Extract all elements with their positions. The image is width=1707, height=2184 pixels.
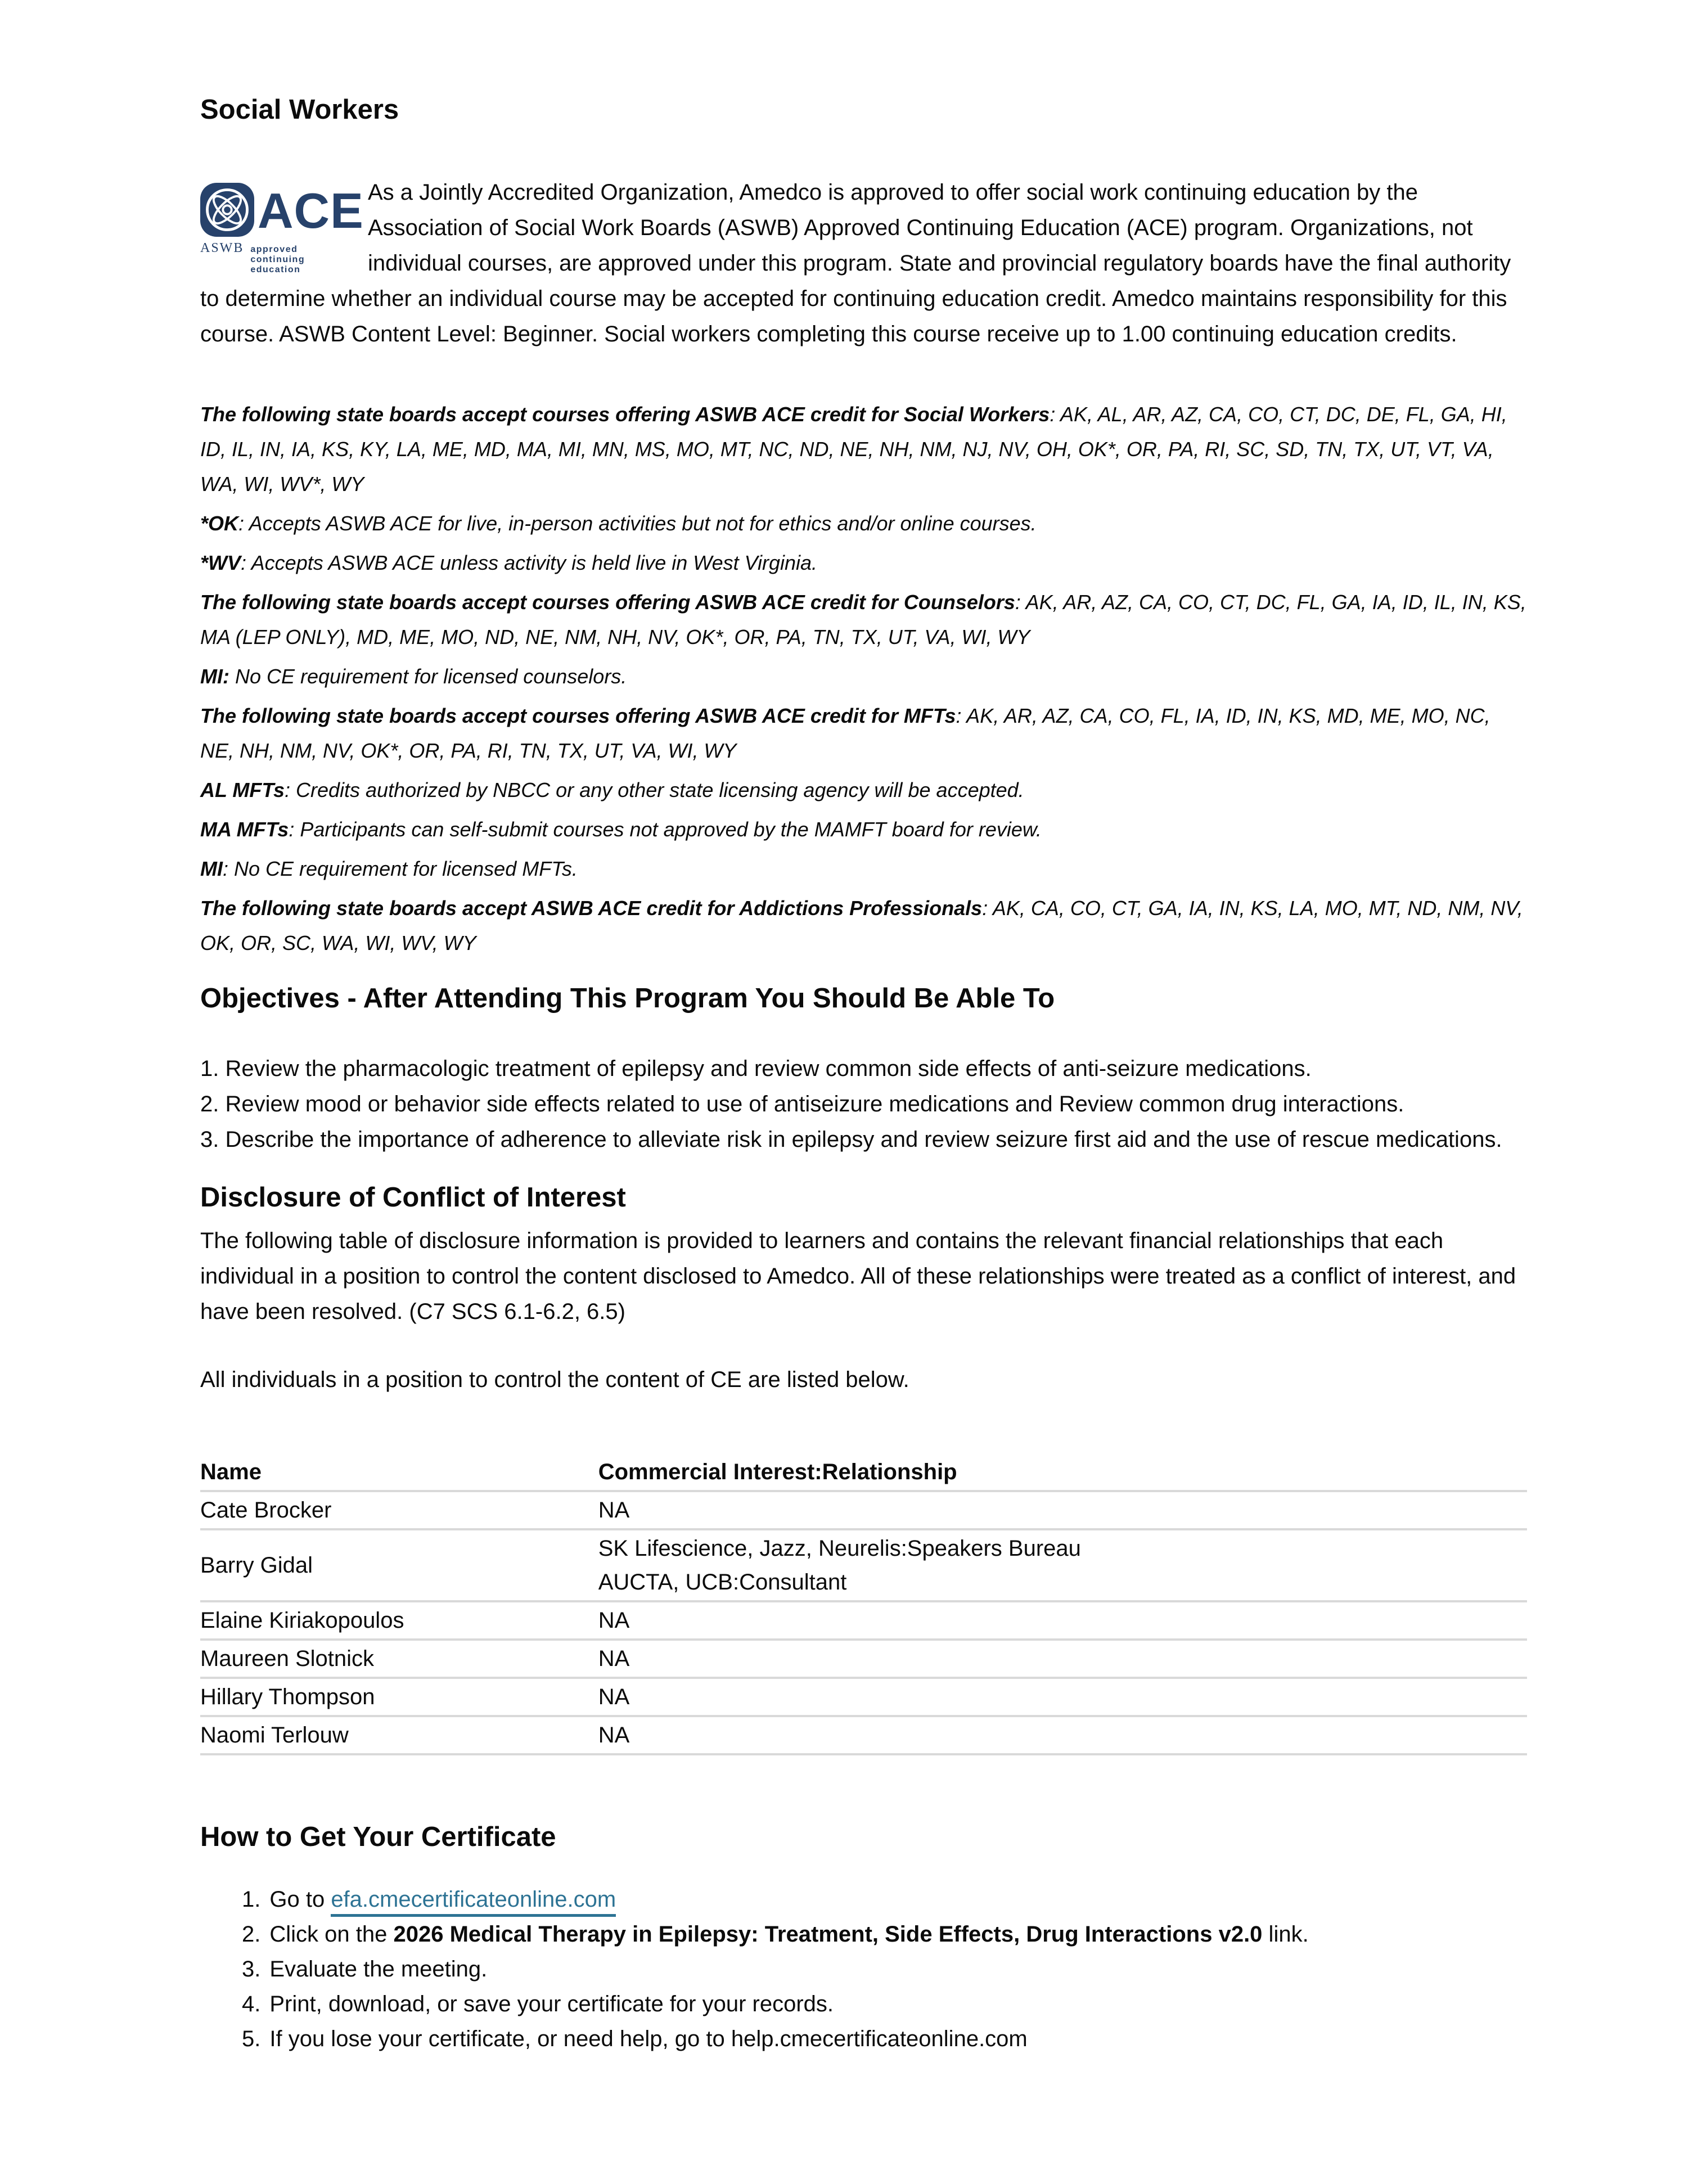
relationship-cell: NA — [598, 1678, 1527, 1716]
name-cell: Hillary Thompson — [200, 1678, 598, 1716]
accreditation-section — [200, 175, 1527, 352]
disclosure-heading: Disclosure of Conflict of Interest — [200, 1182, 626, 1213]
step-number: 5. — [242, 2026, 261, 2051]
table-row — [200, 1529, 1527, 1601]
certificate-step-3 — [242, 1952, 1527, 1987]
state-board-note-mi-mfts: MI: No CE requirement for licensed MFTs. — [200, 857, 578, 880]
relationship-cell: NA — [598, 1601, 1527, 1640]
ace-logo-top — [200, 183, 364, 240]
state-board-note-ok: *OK: Accepts ASWB ACE for live, in-person activities but not for ethics and/or online courses. — [200, 511, 1037, 535]
state-boards-section — [200, 397, 1527, 961]
state-board-note-addictions: The following state boards accept ASWB ACE credit for Addictions Professionals: AK, CA, CO, CT, GA, IA, IN, KS, LA, MO, MT, ND, NM, NV, OK, OR, SC, WA, WI, WV, WY — [200, 896, 1523, 954]
table-row — [200, 1640, 1527, 1678]
step-number: 3. — [242, 1956, 261, 1982]
table-row — [200, 1678, 1527, 1716]
relationship-cell: NA — [598, 1716, 1527, 1754]
table-row — [200, 1601, 1527, 1640]
ace-atom-icon — [200, 183, 254, 240]
ace-logo — [200, 183, 364, 275]
step-number: 4. — [242, 1991, 261, 2016]
certificate-heading: How to Get Your Certificate — [200, 1821, 556, 1852]
aswb-label: ASWB — [200, 240, 244, 255]
relationship-cell: NA — [598, 1640, 1527, 1678]
ace-logo-bottom — [200, 241, 345, 275]
table-row — [200, 1491, 1527, 1529]
name-cell: Elaine Kiriakopoulos — [200, 1601, 598, 1640]
certificate-step-1 — [242, 1882, 1527, 1917]
objectives-heading: Objectives - After Attending This Program You Should Be Able To — [200, 983, 1055, 1014]
step-text: Print, download, or save your certificate for your records. — [269, 1991, 834, 2016]
column-header-name: Name — [200, 1454, 598, 1491]
relationship-line: AUCTA, UCB:Consultant — [598, 1569, 847, 1595]
step-number: 2. — [242, 1921, 261, 1947]
objective-item: 3. Describe the importance of adherence to alleviate risk in epilepsy and review seizure first aid and the use of rescue medications. — [200, 1127, 1502, 1152]
certificate-steps — [200, 1882, 1527, 2056]
state-board-note-mi-counselors: MI: No CE requirement for licensed counselors. — [200, 664, 627, 688]
state-board-note-social-workers: The following state boards accept courses offering ASWB ACE credit for Social Workers: AK, AL, AR, AZ, CA, CO, CT, DC, DE, FL, GA, HI, ID, IL, IN, IA, KS, KY, LA, ME, MD, MA, MI, MN, MS, MO, MT, NC, ND, NE, NH, NM, NJ, NV, OH, OK*, OR, PA, RI, SC, SD, TN, TX, UT, VT, VA, WA, WI, WV*, WY — [200, 402, 1507, 496]
ace-logo-wordmark: ACE — [258, 183, 364, 239]
name-cell: Barry Gidal — [200, 1529, 598, 1601]
page-title: Social Workers — [200, 94, 399, 125]
step-number: 1. — [242, 1886, 261, 1912]
relationship-cell — [598, 1529, 1527, 1601]
table-header-row — [200, 1454, 1527, 1491]
step-text: Click on the — [269, 1921, 394, 1947]
course-title-bold: 2026 Medical Therapy in Epilepsy: Treatment, Side Effects, Drug Interactions v2.0 — [393, 1921, 1263, 1947]
step-text: Go to — [269, 1886, 331, 1912]
step-text: link. — [1262, 1921, 1309, 1947]
disclosure-note: All individuals in a position to control the content of CE are listed below. — [200, 1367, 909, 1392]
name-cell: Maureen Slotnick — [200, 1640, 598, 1678]
relationship-cell: NA — [598, 1491, 1527, 1529]
certificate-step-2 — [242, 1917, 1527, 1952]
accreditation-paragraph: As a Jointly Accredited Organization, Amedco is approved to offer social work continuing education by the Association of Social Work Boards (ASWB) Approved Continuing Education (ACE) program. Organizations, not individual courses, are approved under this program. State and provincial regulatory boards have the final authority to determine whether an individual course may be accepted for continuing education credit. Amedco maintains responsibility for this course. ASWB Content Level: Beginner. Social workers completing this course receive up to 1.00 continuing education credits. — [200, 179, 1511, 346]
certificate-step-4 — [242, 1987, 1527, 2021]
column-header-relationship: Commercial Interest:Relationship — [598, 1454, 1527, 1491]
state-board-note-ma-mfts: MA MFTs: Participants can self-submit courses not approved by the MAMFT board for review. — [200, 817, 1042, 841]
step-text: If you lose your certificate, or need help, go to help.cmecertificateonline.com — [269, 2026, 1028, 2051]
name-cell: Cate Brocker — [200, 1491, 598, 1529]
state-board-note-mfts: The following state boards accept courses offering ASWB ACE credit for MFTs: AK, AR, AZ, CA, CO, FL, IA, ID, IN, KS, MD, ME, MO, NC, NE, NH, NM, NV, OK*, OR, PA, RI, TN, TX, UT, VA, WI, WY — [200, 704, 1490, 762]
disclosure-table — [200, 1454, 1527, 1755]
step-text: Evaluate the meeting. — [269, 1956, 488, 1982]
state-board-note-wv: *WV: Accepts ASWB ACE unless activity is held live in West Virginia. — [200, 551, 818, 574]
certificate-link[interactable]: efa.cmecertificateonline.com — [331, 1887, 616, 1917]
disclosure-paragraph: The following table of disclosure information is provided to learners and contains the relevant financial relationships that each individual in a position to control the content disclosed to Amedco. All of these relationships were treated as a conflict of interest, and have been resolved. (C7 SCS 6.1-6.2, 6.5) — [200, 1228, 1516, 1324]
certificate-step-5 — [242, 2021, 1527, 2056]
relationship-line: SK Lifescience, Jazz, Neurelis:Speakers Bureau — [598, 1535, 1081, 1561]
state-board-note-al-mfts: AL MFTs: Credits authorized by NBCC or any other state licensing agency will be accepted. — [200, 778, 1024, 801]
objective-item: 1. Review the pharmacologic treatment of epilepsy and review common side effects of anti-seizure medications. — [200, 1056, 1312, 1081]
state-board-note-counselors: The following state boards accept courses offering ASWB ACE credit for Counselors: AK, AR, AZ, CA, CO, CT, DC, FL, GA, IA, ID, IL, IN, KS, MA (LEP ONLY), MD, ME, MO, ND, NE, NM, NH, NV, OK*, OR, PA, TN, TX, UT, VA, WI, WY — [200, 590, 1526, 649]
name-cell: Naomi Terlouw — [200, 1716, 598, 1754]
table-row — [200, 1716, 1527, 1754]
objectives-list — [200, 1051, 1527, 1158]
objective-item: 2. Review mood or behavior side effects related to use of antiseizure medications and Review common drug interactions. — [200, 1091, 1404, 1116]
ace-tagline: approved continuing education — [250, 244, 305, 274]
